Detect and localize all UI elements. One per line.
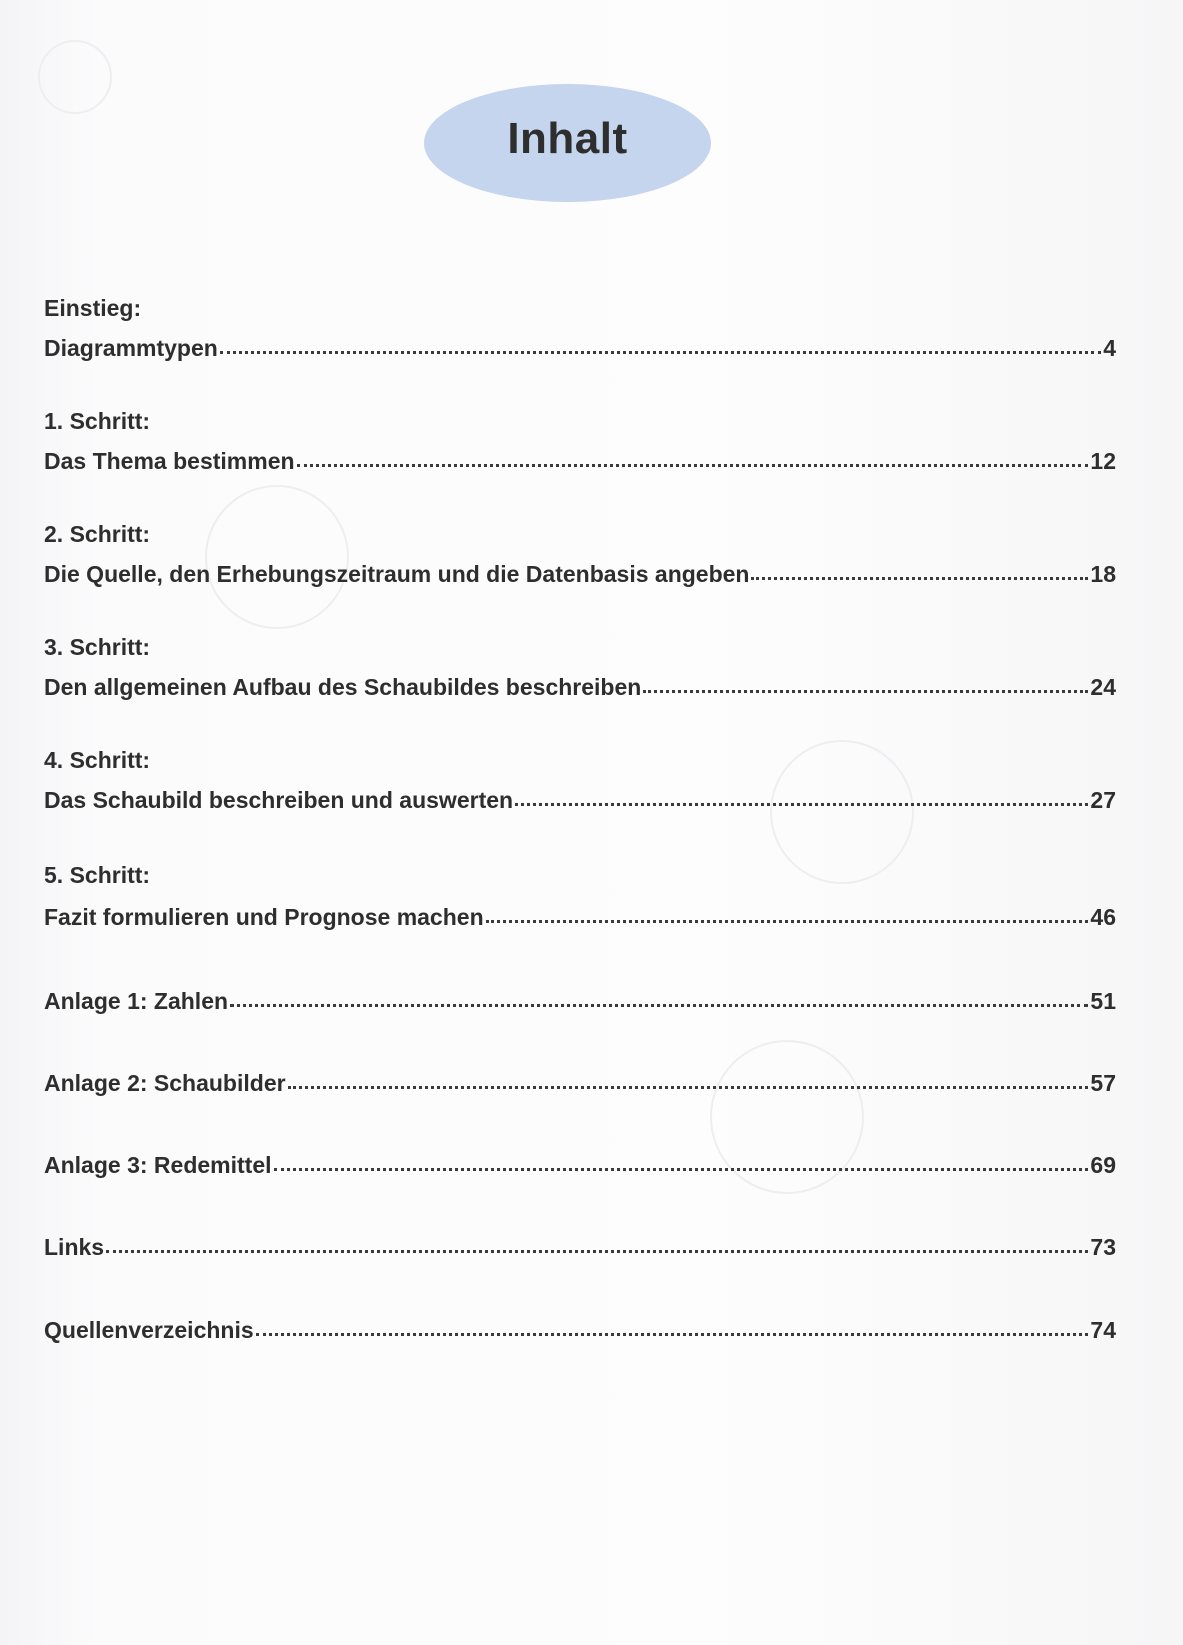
show-through-circle <box>38 40 112 114</box>
toc-entry-label: Anlage 2: Schaubilder <box>44 1070 286 1096</box>
toc-entry-line[interactable] <box>44 559 1116 589</box>
dot-leader <box>643 690 1088 693</box>
toc-entry-line[interactable] <box>44 902 1116 932</box>
toc-entry-heading: Einstieg: <box>44 295 142 321</box>
toc-page-number: 46 <box>1090 904 1116 930</box>
toc-entry-label: Diagrammtypen <box>44 335 218 361</box>
toc-page-number: 69 <box>1090 1152 1116 1178</box>
toc-entry-quellenverzeichnis <box>44 1315 1116 1345</box>
toc-entry-heading: 1. Schritt: <box>44 408 151 434</box>
toc-entry-heading: 5. Schritt: <box>44 862 151 888</box>
toc-entry-label: Das Thema bestimmen <box>44 448 295 474</box>
toc-entry-label: Anlage 1: Zahlen <box>44 988 229 1014</box>
toc-entry-line[interactable] <box>44 672 1116 702</box>
toc-entry-label: Die Quelle, den Erhebungszeitraum und die Datenbasis angeben <box>44 561 750 587</box>
dot-leader <box>106 1250 1088 1253</box>
toc-entry-line[interactable] <box>44 1150 1116 1180</box>
toc-page-number: 18 <box>1090 561 1116 587</box>
toc-entry-schritt-1 <box>44 406 1116 476</box>
toc-page-number: 27 <box>1090 787 1116 813</box>
toc-entry-label: Den allgemeinen Aufbau des Schaubildes beschreiben <box>44 674 642 700</box>
toc-page-number: 57 <box>1090 1070 1116 1096</box>
toc-entry-line[interactable] <box>44 986 1116 1016</box>
title-ellipse <box>424 84 711 202</box>
toc-entry-links <box>44 1232 1116 1262</box>
toc-entry-schritt-5 <box>44 860 1116 932</box>
toc-entry-line[interactable] <box>44 1315 1116 1345</box>
toc-page-number: 24 <box>1090 674 1116 700</box>
dot-leader <box>288 1086 1089 1089</box>
toc-page-number: 4 <box>1103 335 1116 361</box>
toc-page-number: 51 <box>1090 988 1116 1014</box>
toc-entry-anlage-1 <box>44 986 1116 1016</box>
dot-leader <box>230 1004 1088 1007</box>
toc-entry-label: Anlage 3: Redemittel <box>44 1152 272 1178</box>
page-title: Inhalt <box>507 114 628 163</box>
toc-entry-label: Links <box>44 1234 105 1260</box>
toc-entry-heading: 3. Schritt: <box>44 634 151 660</box>
toc-page-number: 12 <box>1090 448 1116 474</box>
toc-entry-heading: 4. Schritt: <box>44 747 151 773</box>
toc-page-number: 74 <box>1090 1317 1116 1343</box>
toc-entry-anlage-2 <box>44 1068 1116 1098</box>
toc-entry-line[interactable] <box>44 333 1116 363</box>
dot-leader <box>486 920 1089 923</box>
toc-entry-line[interactable] <box>44 1232 1116 1262</box>
dot-leader <box>256 1333 1089 1336</box>
dot-leader <box>751 577 1088 580</box>
toc-entry-label: Fazit formulieren und Prognose machen <box>44 904 484 930</box>
toc-entry-einstieg <box>44 293 1116 363</box>
toc-entry-line[interactable] <box>44 785 1116 815</box>
toc-entry-schritt-3 <box>44 632 1116 702</box>
toc-entry-schritt-4 <box>44 745 1116 815</box>
toc-entry-anlage-3 <box>44 1150 1116 1180</box>
toc-entry-schritt-2 <box>44 519 1116 589</box>
toc-page-number: 73 <box>1090 1234 1116 1260</box>
toc-entry-line[interactable] <box>44 446 1116 476</box>
dot-leader <box>297 464 1089 467</box>
dot-leader <box>515 803 1088 806</box>
dot-leader <box>220 351 1101 354</box>
toc-entry-label: Quellenverzeichnis <box>44 1317 254 1343</box>
toc-entry-label: Das Schaubild beschreiben und auswerten <box>44 787 514 813</box>
toc-entry-line[interactable] <box>44 1068 1116 1098</box>
dot-leader <box>274 1168 1089 1171</box>
toc-entry-heading: 2. Schritt: <box>44 521 151 547</box>
